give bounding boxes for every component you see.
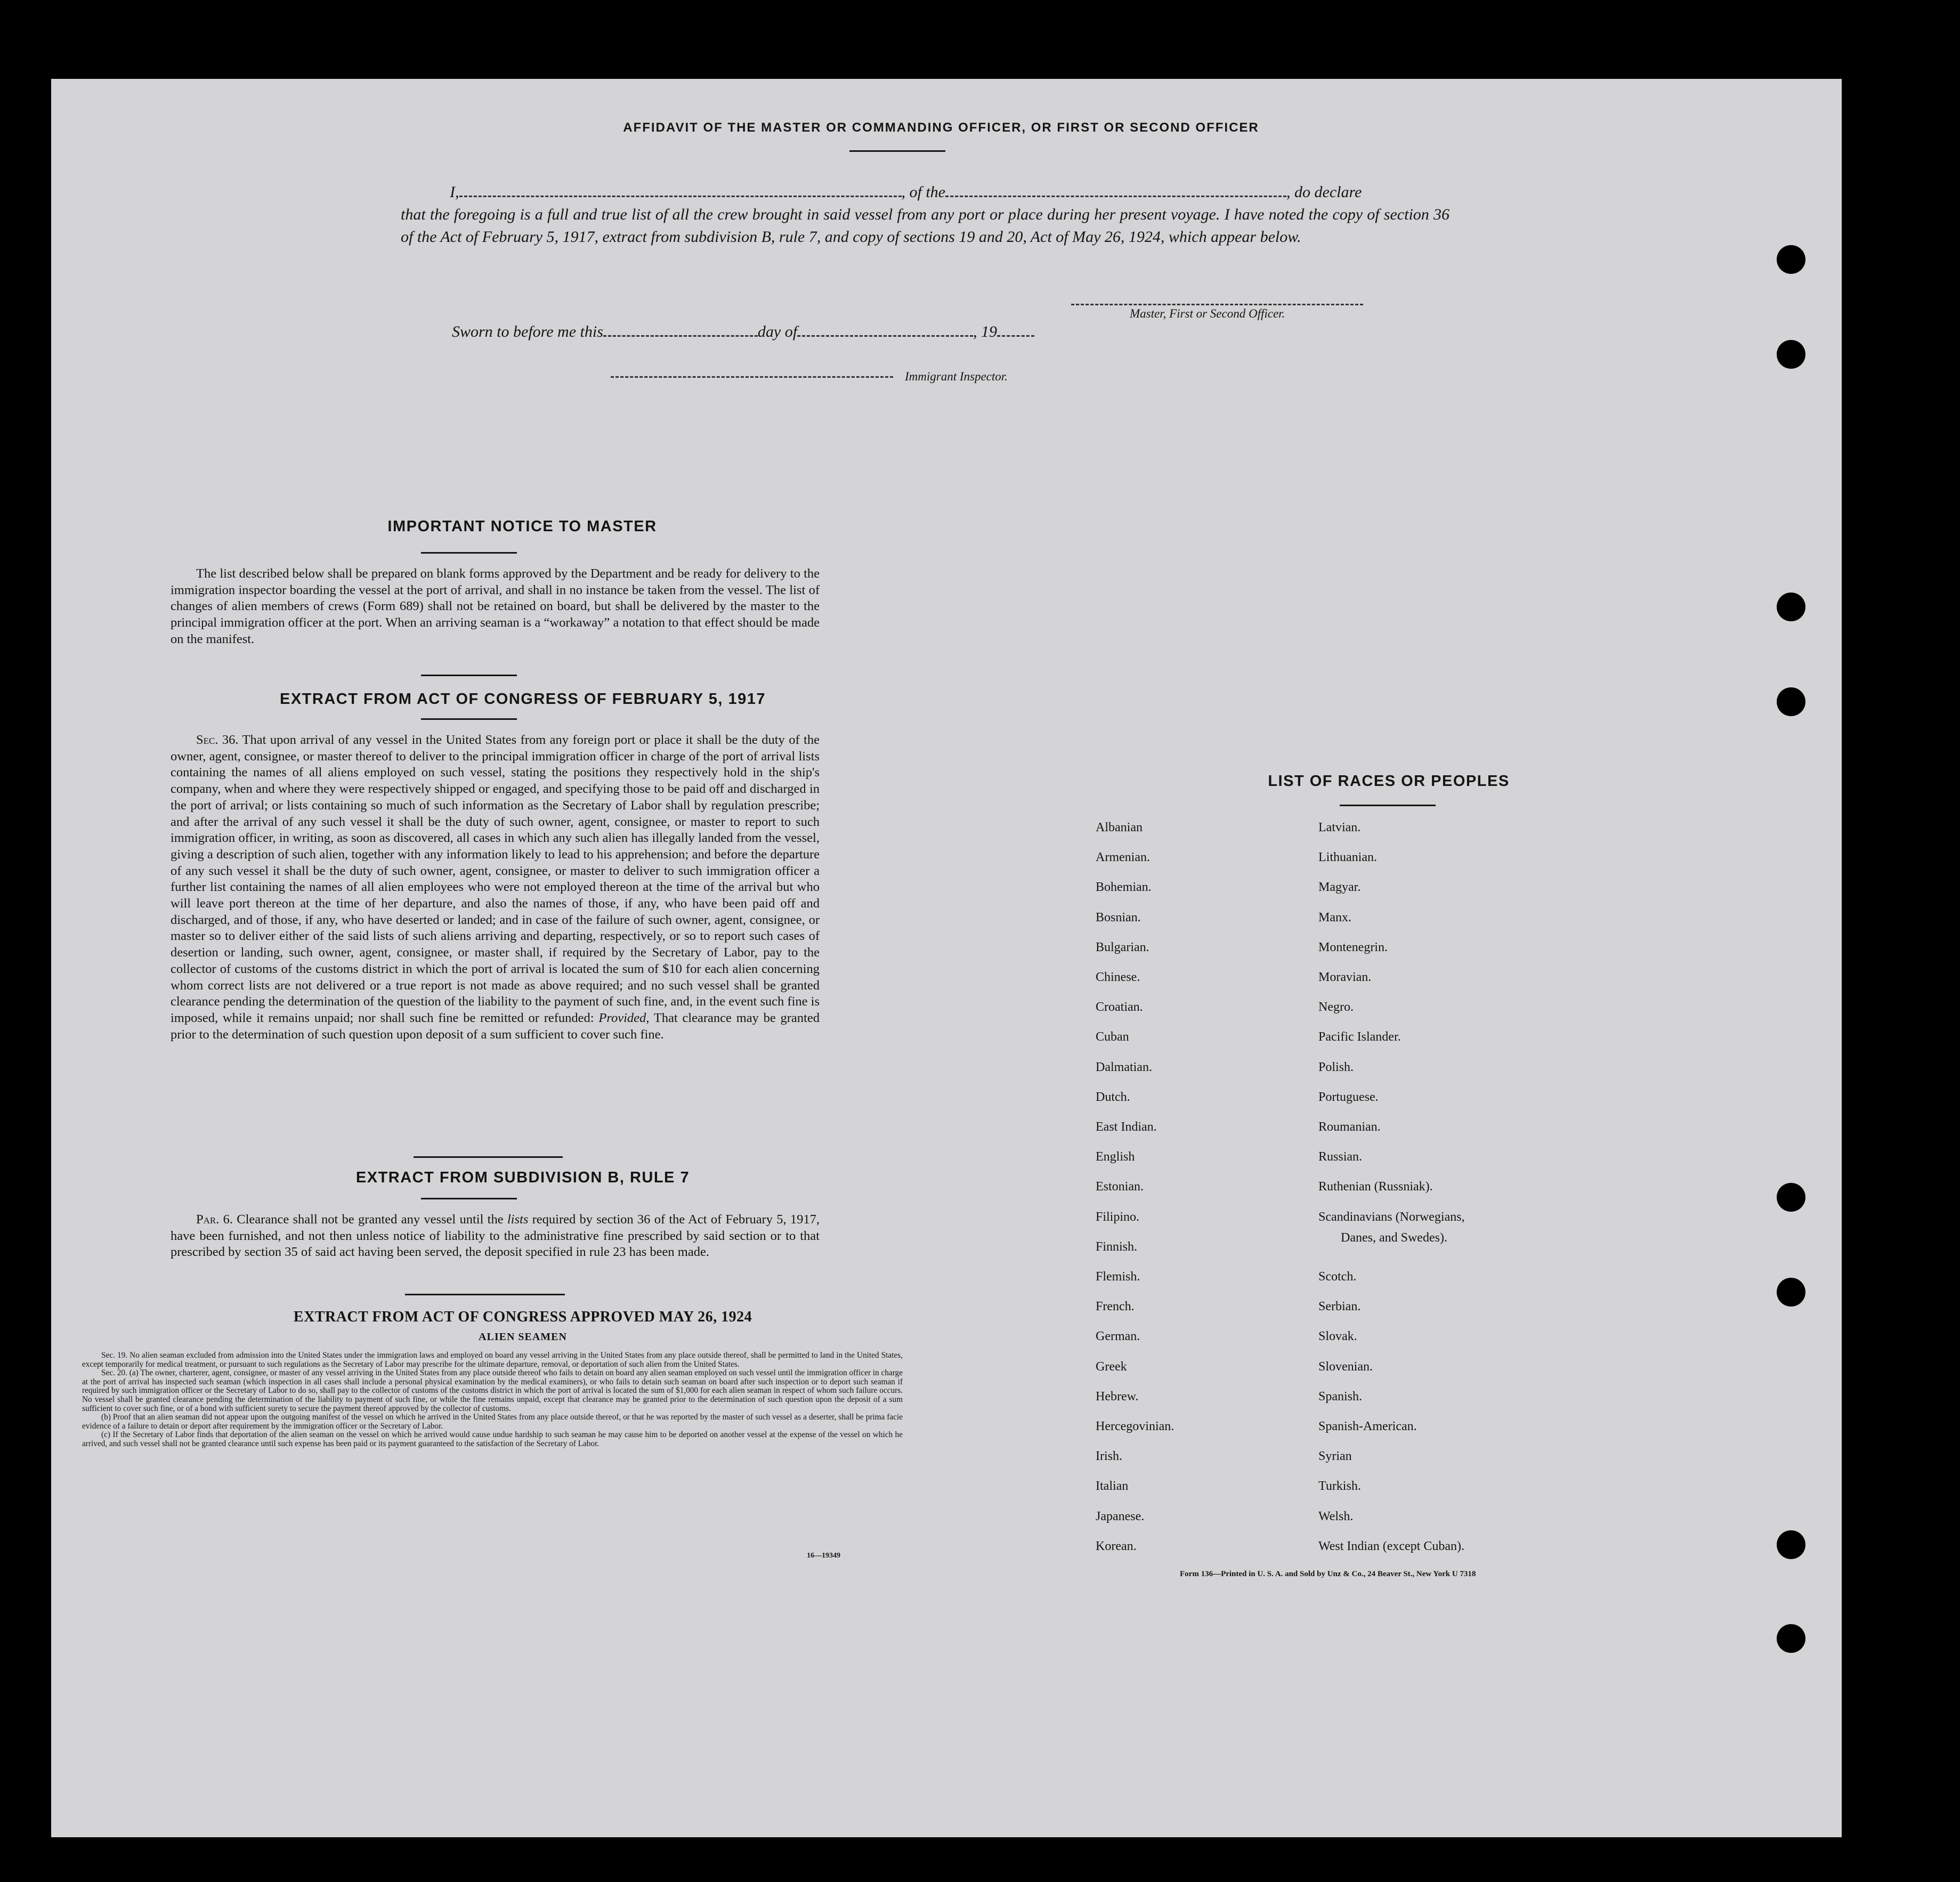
race-item: Korean. [1096, 1539, 1137, 1553]
races-divider [1340, 805, 1436, 806]
sworn-year-blank [997, 332, 1034, 337]
sec-36-body-end: That clearance may be granted prior to the determination of such question upon deposit of a sum sufficient to cover such fine. [171, 1010, 820, 1042]
race-item: Flemish. [1096, 1270, 1140, 1284]
race-item: Armenian. [1096, 850, 1150, 865]
par-6-label: Par. 6. [196, 1212, 233, 1227]
declaration-first-line [401, 181, 1449, 204]
race-item: Greek [1096, 1359, 1127, 1374]
i-label: I, [450, 183, 459, 201]
form-note: Form 136—Printed in U. S. A. and Sold by Unz & Co., 24 Beaver St., New York U 7318 [1180, 1570, 1476, 1578]
race-item: Dalmatian. [1096, 1060, 1152, 1074]
race-item: Spanish. [1318, 1389, 1363, 1404]
section-divider [405, 1294, 565, 1295]
sworn-day-blank [603, 332, 758, 337]
sworn-month-blank [797, 332, 973, 337]
race-item: French. [1096, 1300, 1135, 1314]
notice-title: IMPORTANT NOTICE TO MASTER [387, 518, 657, 535]
race-item: Russian. [1318, 1150, 1363, 1164]
race-item: Pacific Islander. [1318, 1030, 1401, 1044]
race-item: Hebrew. [1096, 1389, 1139, 1404]
race-item: Roumanian. [1318, 1120, 1381, 1134]
race-item: Cuban [1096, 1030, 1129, 1044]
punch-hole [1777, 593, 1805, 621]
sec-20c-text: (c) If the Secretary of Labor finds that deportation of the alien seaman on the vessel on which he arrived would cause undue hardship to such seaman he may cause him to be deported on another vessel at the expense of the vessel on which he arrived, and such vessel shall not be granted clearance until such expense has been paid or its payment guaranteed to the satisfaction of the Secretary of Labor. [82, 1430, 903, 1448]
race-item: Filipino. [1096, 1210, 1140, 1224]
race-item: Serbian. [1318, 1300, 1361, 1314]
race-item: Welsh. [1318, 1509, 1354, 1523]
master-signature-label: Master, First or Second Officer. [1130, 307, 1285, 320]
inspector-label: Immigrant Inspector. [905, 370, 1008, 383]
vessel-blank [945, 192, 1286, 197]
race-item: German. [1096, 1329, 1140, 1344]
par-6-text-a: Clearance shall not be granted any vessel until the [237, 1212, 504, 1227]
race-item: Negro. [1318, 1000, 1354, 1015]
race-item: Slovenian. [1318, 1359, 1373, 1374]
race-item: Bulgarian. [1096, 940, 1149, 954]
race-item: Lithuanian. [1318, 850, 1377, 865]
sec-20b-text: (b) Proof that an alien seaman did not appear upon the outgoing manifest of the vessel on which he arrived in the United States from any place outside thereof, or that he was reported by the master of such vessel as a deserter, shall be prima facie evidence of a failure to detain or deport after requirement by the immigration officer or the Secretary of Labor. [82, 1413, 903, 1431]
race-item: Portuguese. [1318, 1090, 1379, 1104]
race-item: West Indian (except Cuban). [1318, 1539, 1464, 1553]
manifest-back-page [51, 79, 1842, 1837]
sworn-label: Sworn to before me this [452, 323, 603, 340]
provided-label: Provided, [598, 1010, 650, 1025]
race-item: Scandinavians (Norwegians, [1318, 1210, 1465, 1224]
sec-36-label: Sec. 36. [196, 733, 239, 747]
declaration-text: that the foregoing is a full and true list of all the crew brought in said vessel from any port or place during her present voyage. I have noted the copy of section 36 of the Act of February 5, 1917, extract from subdivision B, rule 7, and copy of sections 19 and 20, Act of May 26, 1924, which appear below. [401, 206, 1449, 246]
race-item: Japanese. [1096, 1509, 1145, 1523]
section-divider [421, 675, 517, 676]
affidavit-declaration [401, 181, 1449, 248]
punch-hole [1777, 245, 1805, 274]
race-item: Estonian. [1096, 1180, 1144, 1194]
race-item: Spanish-American. [1318, 1419, 1417, 1433]
race-item: Italian [1096, 1479, 1129, 1494]
sec-19-text: Sec. 19. No alien seaman excluded from admission into the United States under the immigration laws and employed on board any vessel arriving in the United States from any place outside thereof, shall be permitted to land in the United States, except temporarily for medical treatment, or pursuant to such regulations as the Secretary of Labor may prescribe for the ultimate departure, removal, or deportation of such alien from the United States. [82, 1351, 903, 1369]
race-item: Ruthenian (Russniak). [1318, 1180, 1433, 1194]
of-the-label: , of the [901, 183, 945, 201]
punch-hole [1777, 1183, 1805, 1212]
race-item: East Indian. [1096, 1120, 1157, 1134]
par-6-text-b: required by section 36 of the Act of February 5, 1917, have been furnished, and not then unless notice of liability to the administrative fine prescribed by said section or to that prescribed by section 35 of said act having been served, the deposit specified in rule 23 has been made. [171, 1212, 820, 1260]
print-code: 16—19349 [807, 1552, 840, 1560]
inspector-signature-blank [611, 373, 893, 378]
punch-hole [1777, 687, 1805, 716]
sworn-line [452, 321, 1034, 343]
extract-rule7-text [171, 1212, 820, 1261]
sec-20a-text: Sec. 20. (a) The owner, charterer, agent, consignee, or master of any vessel arriving in the United States from any place outside thereof who fails to detain on board any alien seaman employed on such vessel until the immigration officer in charge at the port of arrival has inspected such seaman (which inspection in all cases shall include a personal physical examination by the medical examiners), or who fails to detain such seaman on board after such inspection or to deport such seaman if required by such immigration officer or the Secretary of Labor to do so, shall pay to the collector of customs of the customs district in which the port of arrival is located the sum of $1,000 for each alien seaman in respect of whom such failure occurs. No vessel shall be granted clearance pending the determination of the liability to payment of such fine, or while the fine remains unpaid, except that clearance may be granted prior to the determination of such question upon the deposit of a sum sufficient to cover such fine, or of a bond with sufficient surety to secure the payment thereof approved by the collector of customs. [82, 1368, 903, 1413]
heading-divider [849, 150, 945, 152]
race-item: Croatian. [1096, 1000, 1143, 1015]
race-item: Magyar. [1318, 880, 1361, 895]
year-label: , 19 [973, 323, 998, 340]
punch-hole [1777, 1530, 1805, 1559]
name-blank [459, 192, 902, 197]
race-item: Latvian. [1318, 821, 1361, 834]
notice-divider [421, 552, 517, 554]
race-item: Syrian [1318, 1449, 1352, 1464]
race-item: Polish. [1318, 1060, 1354, 1074]
race-item: Slovak. [1318, 1329, 1357, 1344]
race-item: Bohemian. [1096, 880, 1152, 895]
lists-word: lists [507, 1212, 529, 1227]
master-signature-blank [1071, 301, 1363, 305]
race-item: Irish. [1096, 1449, 1122, 1464]
race-item: Finnish. [1096, 1239, 1138, 1254]
affidavit-heading: AFFIDAVIT OF THE MASTER OR COMMANDING OFFICER, OR FIRST OR SECOND OFFICER [623, 120, 1259, 135]
notice-text: The list described below shall be prepared on blank forms approved by the Department and be ready for delivery to the immigration inspector boarding the vessel at the port of arrival, and shall in no instance be taken from the vessel. The list of changes of alien members of crews (Form 689) shall not be retained on board, but shall be delivered by the master to the principal immigration officer at the port. When an arriving seaman is a “workaway” a notation to that effect should be made on the manifest. [171, 566, 820, 646]
do-declare-label: , do declare [1286, 183, 1362, 201]
race-item: Danes, and Swedes). [1341, 1231, 1447, 1245]
extract-1917-title: EXTRACT FROM ACT OF CONGRESS OF FEBRUARY 5, 1917 [279, 691, 766, 708]
punch-hole [1777, 340, 1805, 369]
section-divider [414, 1156, 563, 1158]
races-title: LIST OF RACES OR PEOPLES [1268, 773, 1510, 790]
day-of-label: day of [757, 323, 798, 340]
race-item: Turkish. [1318, 1479, 1361, 1494]
sec-36-body: That upon arrival of any vessel in the United States from any foreign port or place it shall be the duty of the owner, agent, consignee, or master thereof to deliver to the principal immigration officer in charge of the port of arrival lists containing the names of all aliens employed on such vessel, stating the positions they respectively hold in the ship's company, when and where they were respectively shipped or engaged, and specifying those to be paid off and discharged in the port of arrival; or lists containing so much of such information as the Secretary of Labor shall by regulation prescribe; and after the arrival of any such vessel it shall be the duty of such owner, agent, consignee, or master to report to such immigration officer, in writing, as soon as discovered, all cases in which any such alien has illegally landed from the vessel, giving a description of such alien, together with any information likely to lead to his apprehension; and before the departure of any such vessel it shall be the duty of such owner, agent, consignee, or master to deliver to such immigration officer a further list containing the names of all alien employees who were not employed thereon at the time of the arrival but who will leave port thereon at the time of her departure, and also the names of those, if any, who have been paid off and discharged, and of those, if any, who have deserted or landed; and in case of the failure of such owner, agent, consignee, or master so to deliver either of the said lists of such aliens arriving and departing, respectively, or so to report such cases of desertion or landing, such owner, agent, consignee, or master shall, if required by the Secretary of Labor, pay to the collector of customs of the customs district in which the port of arrival is located the sum of $10 for each alien concerning whom correct lists are not delivered or a true report is not made as above required; and no such vessel shall be granted clearance pending the determination of the question of the liability to the payment of such fine, and, in the event such fine is imposed, while it remains unpaid; nor shall such fine be remitted or refunded: [171, 733, 820, 1025]
extract-1917-text [171, 732, 820, 1043]
race-item: Albanian [1096, 821, 1143, 834]
extract-1924-text [82, 1351, 903, 1449]
punch-hole [1777, 1624, 1805, 1653]
race-item: Moravian. [1318, 970, 1372, 984]
extract-rule7-title: EXTRACT FROM SUBDIVISION B, RULE 7 [355, 1169, 690, 1186]
race-item: Bosnian. [1096, 910, 1141, 924]
extract-1924-subtitle: ALIEN SEAMEN [479, 1331, 567, 1343]
extract-1917-divider [421, 718, 517, 720]
race-item: Montenegrin. [1318, 940, 1388, 954]
race-item: Dutch. [1096, 1090, 1130, 1104]
race-item: Chinese. [1096, 970, 1140, 984]
punch-hole [1777, 1278, 1805, 1307]
extract-rule7-divider [421, 1198, 517, 1199]
race-item: Hercegovinian. [1096, 1419, 1175, 1433]
extract-1924-title: EXTRACT FROM ACT OF CONGRESS APPROVED MAY 26, 1924 [293, 1309, 752, 1325]
race-item: English [1096, 1150, 1135, 1164]
race-item: Scotch. [1318, 1270, 1357, 1284]
race-item: Manx. [1318, 910, 1351, 924]
